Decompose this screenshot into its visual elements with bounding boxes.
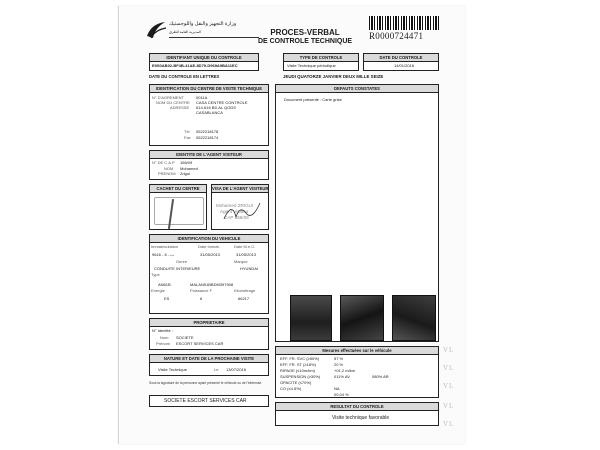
immat-value: 9616 - ب - 6 bbox=[152, 252, 175, 257]
adresse-line-2: CASABLANCA bbox=[196, 110, 223, 115]
nom-centre-value: CASA CENTRE CONTROLE bbox=[196, 100, 248, 105]
km-value: 66217 bbox=[238, 296, 250, 301]
visa-box bbox=[211, 184, 269, 230]
ministry-emblem-icon bbox=[145, 20, 167, 40]
watermark-vl-4: VL bbox=[443, 402, 455, 410]
genre-value: CONDUITE INTERIEURE bbox=[154, 266, 201, 271]
prochaine-header: NATURE ET DATE DE LA PROCHAINE VISITE bbox=[150, 355, 268, 363]
mesure-value-2: 20 % bbox=[334, 362, 344, 367]
prochaine-box bbox=[149, 354, 269, 376]
type-label: Type bbox=[151, 272, 160, 277]
mesure-value-1: 57 % bbox=[334, 356, 344, 361]
visa-header: VISA DE L'AGENT VISITEUR bbox=[212, 186, 268, 191]
agrement-value: 0011A bbox=[196, 95, 208, 100]
defauts-box bbox=[275, 84, 439, 342]
title-line-1: PROCES-VERBAL bbox=[270, 28, 340, 37]
visa-stamp-line-3: CAP 166/09 bbox=[224, 215, 249, 220]
visa-stamp-line-1: Mohamed ZRIGUI bbox=[216, 203, 254, 208]
watermark-vl-2: VL bbox=[443, 364, 455, 372]
title-line-2: DE CONTROLE TECHNIQUE bbox=[257, 38, 353, 45]
photo-front bbox=[290, 295, 332, 341]
watermark-vl-1: VL bbox=[443, 346, 455, 354]
vehicule-header: IDENTIFICATION DU VEHICULE bbox=[150, 235, 268, 243]
mesure-value-6: 00,04 % bbox=[334, 392, 349, 397]
date-lettres-label: DATE DU CONTROLE EN LETTRES bbox=[149, 74, 220, 79]
identite-label: N° Identité : bbox=[152, 328, 173, 333]
date-lettres-value: JEUDI QUATORZE JANVIER DEUX MILLE SEIZE bbox=[283, 74, 384, 79]
mesure-label-4: SUSPENSION (≥30%) bbox=[280, 374, 321, 379]
agent-header: IDENTITE DE L'AGENT VISITEUR bbox=[150, 151, 268, 159]
mesure-label-5: OPACITE (≤70%) bbox=[280, 380, 312, 385]
date-controle-value: 14/01/2016 bbox=[394, 63, 415, 68]
mesure-label-1: EFF. FR. SVC (≥50%) bbox=[280, 356, 320, 361]
mesure-label-2: EFF. FR. ST (≥18%) bbox=[280, 362, 316, 367]
resultat-value: Visite technique favorable bbox=[332, 415, 390, 421]
type-controle-box bbox=[283, 53, 359, 71]
km-label: Kilométrage bbox=[234, 288, 256, 293]
adresse-line-1: 614-616 BD AL QODS bbox=[196, 105, 236, 110]
cachet-header: CACHET DU CENTRE bbox=[150, 185, 206, 193]
vin-value: MALAN51BBDM397908 bbox=[190, 282, 234, 287]
barcode-icon bbox=[369, 16, 439, 30]
date-mc-label: Date M.e.C. bbox=[234, 244, 256, 249]
centre-stamp bbox=[154, 197, 204, 225]
centre-box bbox=[149, 84, 269, 146]
org-arabic: وزارة التجهيز والنقل واللوجستيك bbox=[169, 21, 237, 27]
defauts-header: DEFAUTS CONSTATES bbox=[276, 85, 438, 93]
type-controle-value: Visite Technique périodique bbox=[287, 63, 336, 68]
energie-value: ES bbox=[164, 296, 170, 301]
type-value: AN61B bbox=[158, 282, 171, 287]
proprio-prenom-label: Prénom bbox=[156, 341, 171, 346]
mesure-value-4b: 080% AR bbox=[372, 374, 389, 379]
fax-label: Fax bbox=[184, 135, 191, 140]
vehicule-box bbox=[149, 234, 269, 314]
fax-value: 0522218174 bbox=[196, 135, 219, 140]
signature-box bbox=[149, 395, 269, 407]
type-controle-label: TYPE DE CONTROLE bbox=[284, 54, 358, 62]
agent-nom-value: Mohamed bbox=[180, 166, 198, 171]
document-sheet bbox=[118, 6, 465, 444]
signature-note: Sous la signature de la personne ayant présenté le véhicule ou de l'intéressé. bbox=[149, 381, 263, 385]
nom-centre-label: NOM DU CENTRE bbox=[156, 100, 190, 105]
marque-label: Marque bbox=[234, 259, 248, 264]
tel-label: Tél bbox=[184, 129, 190, 134]
mesure-value-3: +01,2 m/km bbox=[334, 368, 356, 373]
proprietaire-box bbox=[149, 318, 269, 350]
mesure-value-5: NA bbox=[334, 386, 340, 391]
agent-nom-label: NOM bbox=[164, 166, 174, 171]
watermark-vl-3: VL bbox=[443, 382, 455, 390]
mesure-value-4: 011% AV bbox=[334, 374, 350, 379]
proprietaire-header: PROPRIETAIRE bbox=[150, 319, 268, 327]
proprio-prenom-value: ESCORT SERVICES CAR bbox=[176, 341, 224, 346]
immat-label: Immatriculation bbox=[151, 244, 179, 249]
resultat-header: RESULTAT DU CONTROLE bbox=[276, 403, 438, 411]
signature-name: SOCIETE ESCORT SERVICES CAR bbox=[164, 398, 247, 404]
visa-signature bbox=[222, 199, 262, 230]
identifiant-box bbox=[149, 53, 259, 71]
tel-value: 0522218178 bbox=[196, 129, 219, 134]
genre-label: Genre bbox=[176, 259, 188, 264]
date-mc-value: 31/05/2013 bbox=[236, 252, 257, 257]
centre-header: IDENTIFICATION DU CENTRE DE VISITE TECHNIQUE bbox=[150, 85, 268, 93]
agent-box bbox=[149, 150, 269, 180]
proprio-nom-label: Nom bbox=[160, 335, 169, 340]
mesures-header: Mesures effectuées sur le véhicule bbox=[276, 347, 438, 355]
watermark-vl-5: VL bbox=[443, 420, 455, 428]
doc-number: R0000724471 bbox=[369, 31, 424, 41]
resultat-box bbox=[275, 402, 439, 426]
date-immat-label: Date Immat. bbox=[198, 244, 220, 249]
identifiant-label: IDENTIFIANT UNIQUE DU CONTROLE bbox=[150, 54, 258, 62]
prochaine-le-label: Le bbox=[214, 367, 219, 372]
agent-prenom-label: PRENOM bbox=[158, 171, 176, 176]
prochaine-nature: Visite Technique bbox=[158, 367, 187, 372]
mesure-label-3: RIPAGE (≤10m/km) bbox=[280, 368, 316, 373]
date-immat-value: 31/05/2013 bbox=[200, 252, 221, 257]
date-controle-label: DATE DU CONTROLE bbox=[364, 54, 438, 62]
proprio-nom-value: SOCIETE bbox=[176, 335, 194, 340]
prochaine-date: 13/07/2016 bbox=[226, 367, 247, 372]
cap-value: 166/09 bbox=[180, 160, 193, 165]
photo-side bbox=[340, 295, 384, 341]
mesures-box bbox=[275, 346, 439, 398]
org-rule bbox=[169, 37, 259, 38]
marque-value: HYUNDAI bbox=[240, 266, 259, 271]
org-arabic-sub: المديرية العامة للطرق bbox=[169, 30, 201, 34]
mesure-label-6: CO (≤4.5%) bbox=[280, 386, 302, 391]
photo-rear bbox=[392, 295, 436, 341]
defauts-line: Document présenté : Carte grise bbox=[284, 97, 342, 102]
cap-label: N° DE C.A.P bbox=[152, 160, 175, 165]
energie-label: Energie bbox=[151, 288, 165, 293]
agrement-label: N° D'AGREMENT bbox=[152, 95, 184, 100]
visa-stamp-line-2: Agent Visiteur bbox=[220, 209, 249, 214]
puissance-label: Puissance F bbox=[190, 288, 213, 293]
identifiant-value: E9S0AB02-BF4B-41AE-8D79-D969A9BA11EC bbox=[152, 63, 238, 68]
cachet-box bbox=[149, 184, 207, 230]
adresse-label: ADRESSE bbox=[170, 105, 190, 110]
agent-prenom-value: Zrigui bbox=[180, 171, 191, 176]
date-controle-box bbox=[363, 53, 439, 71]
puissance-value: 6 bbox=[200, 296, 203, 301]
